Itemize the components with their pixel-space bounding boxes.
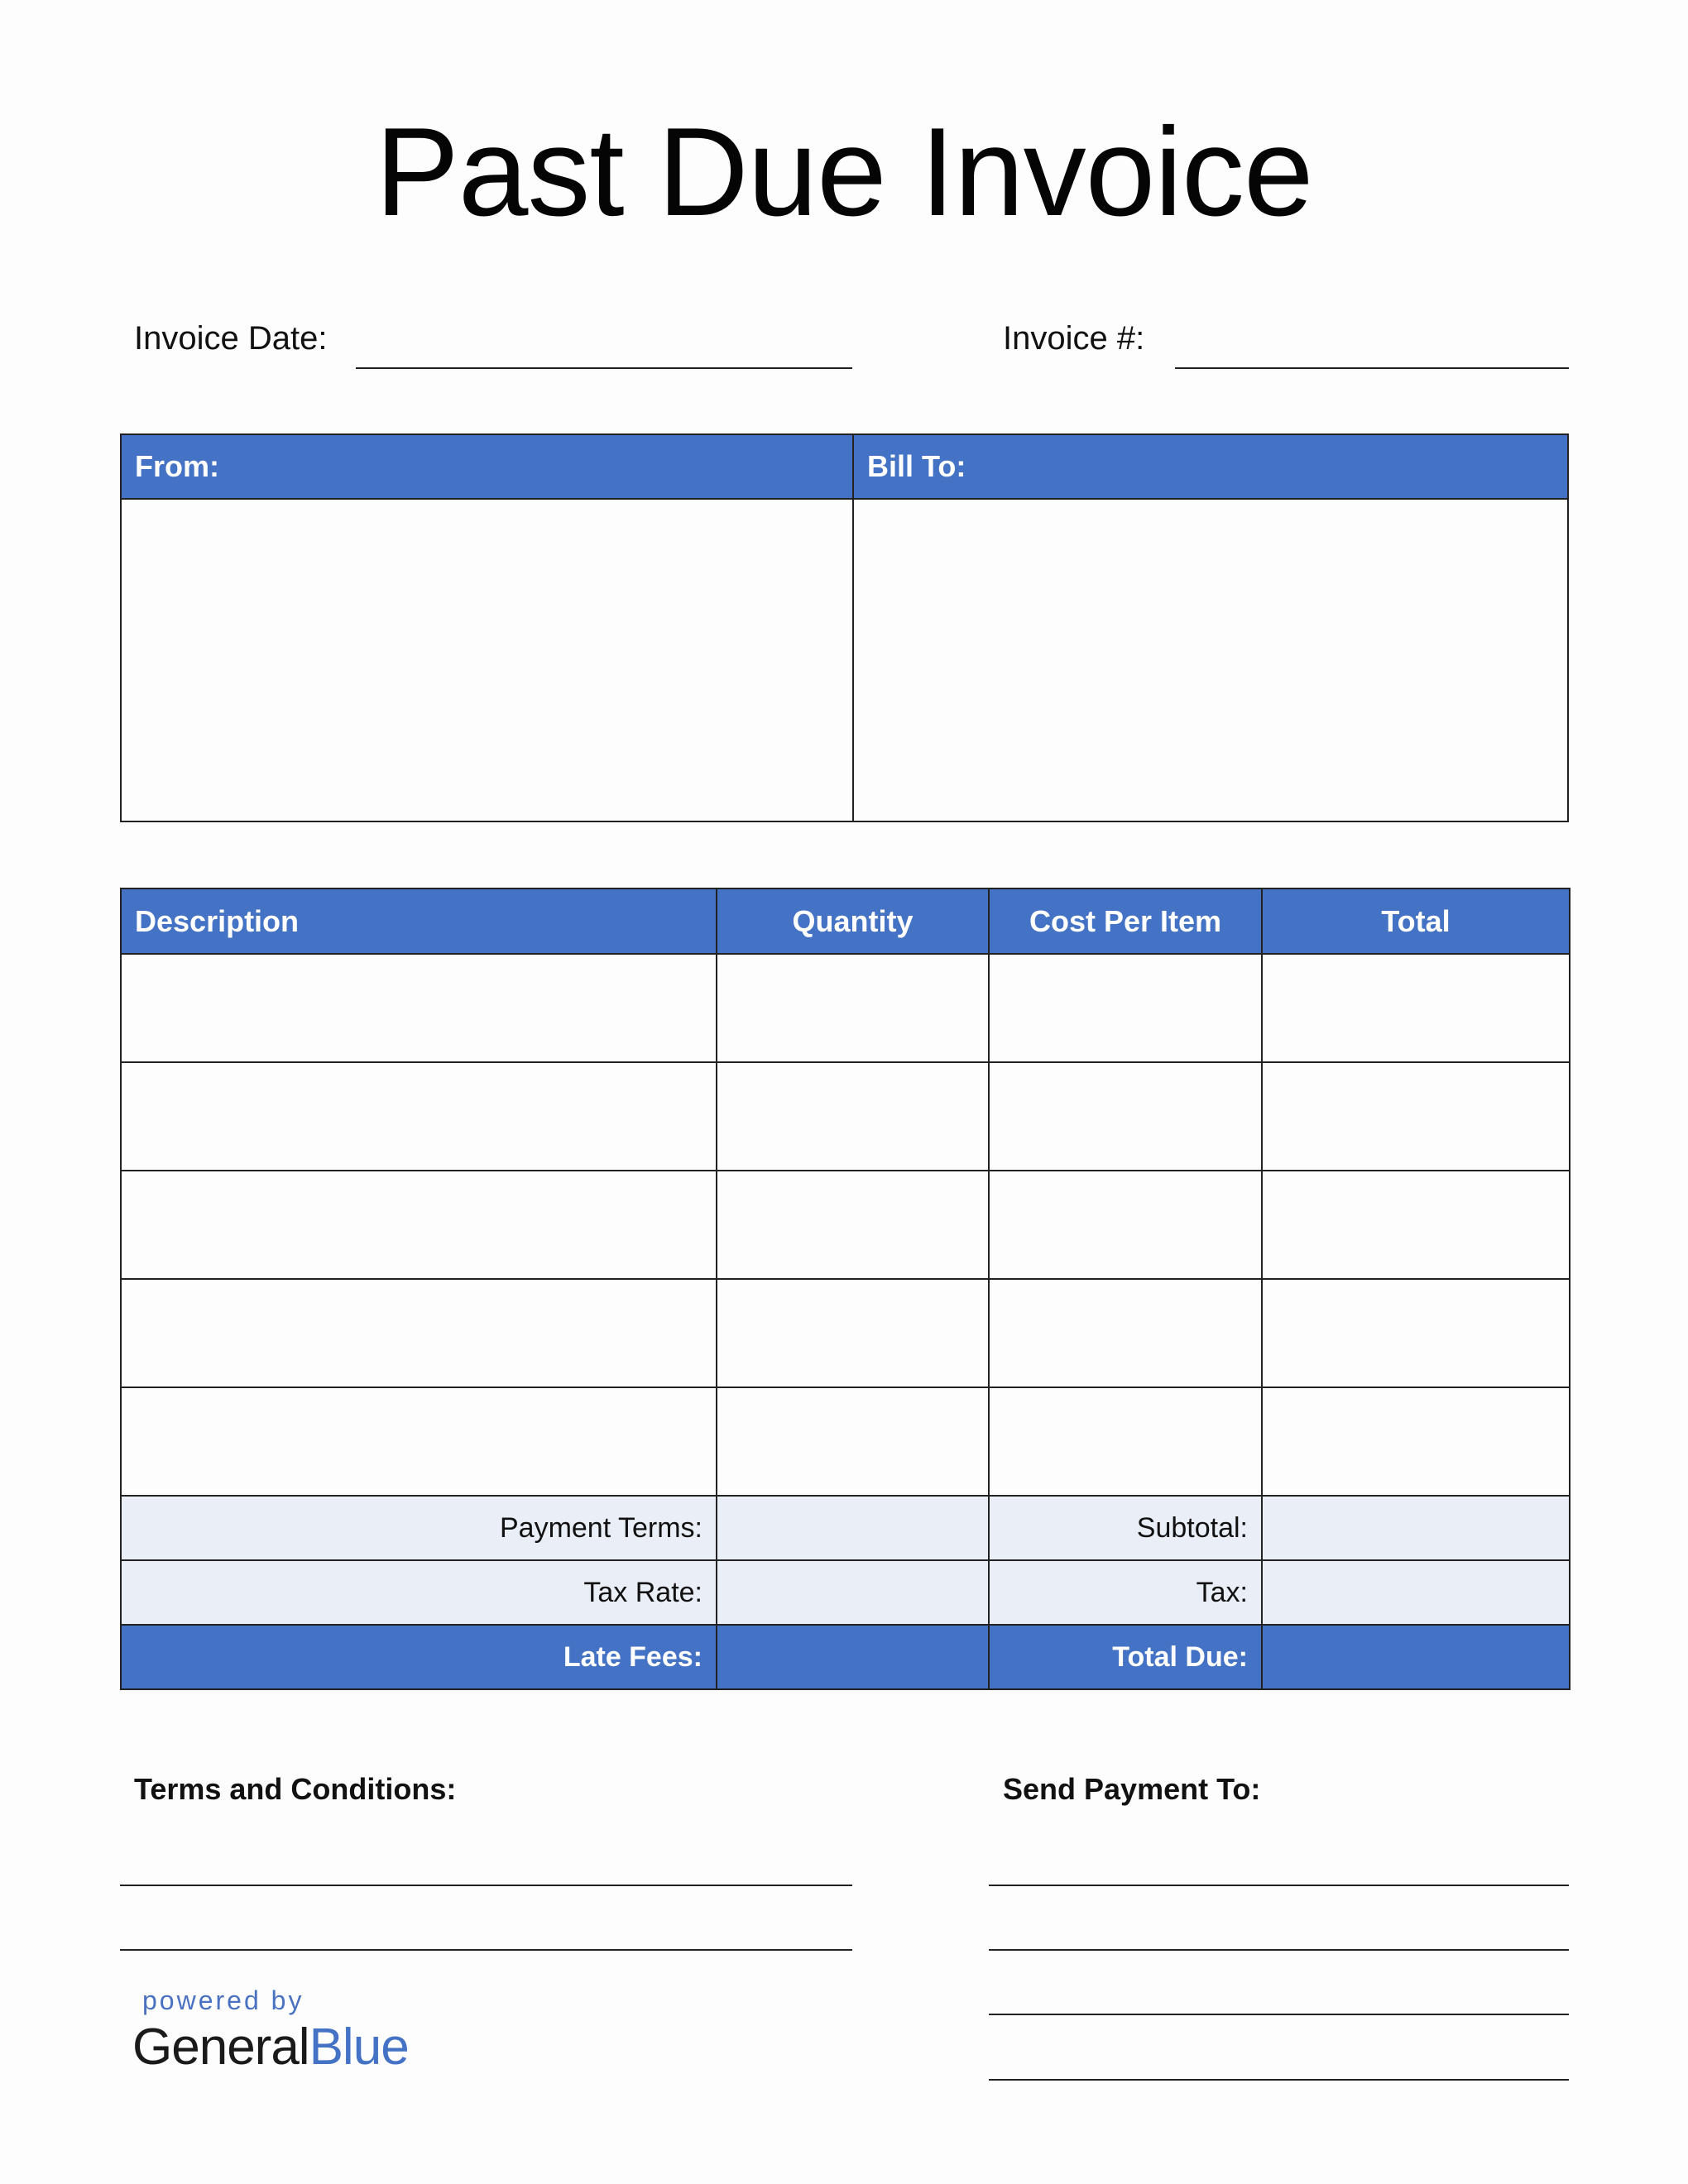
total-due-field[interactable] — [1262, 1625, 1570, 1689]
total-cell[interactable] — [1262, 1279, 1570, 1387]
terms-label: Terms and Conditions: — [134, 1772, 457, 1806]
invoice-date-label: Invoice Date: — [134, 320, 328, 357]
total-due-label: Total Due: — [989, 1625, 1262, 1689]
total-cell[interactable] — [1262, 1387, 1570, 1496]
page-title: Past Due Invoice — [375, 102, 1313, 242]
description-cell[interactable] — [121, 1279, 717, 1387]
tax-rate-field[interactable] — [717, 1560, 989, 1625]
quantity-cell[interactable] — [717, 1387, 989, 1496]
brand-part-general: General — [132, 2019, 309, 2076]
subtotal-field[interactable] — [1262, 1496, 1570, 1560]
description-cell[interactable] — [121, 1171, 717, 1279]
payment-terms-row — [121, 1496, 1570, 1560]
cost-per-item-cell[interactable] — [989, 1279, 1262, 1387]
tax-field[interactable] — [1262, 1560, 1570, 1625]
description-cell[interactable] — [121, 954, 717, 1062]
table-row — [121, 1062, 1570, 1171]
quantity-cell[interactable] — [717, 1062, 989, 1171]
cost-per-item-cell[interactable] — [989, 954, 1262, 1062]
send-payment-line[interactable] — [989, 2079, 1569, 2081]
late-fees-label: Late Fees: — [121, 1625, 717, 1689]
column-header-description: Description — [121, 888, 717, 954]
total-due-row — [121, 1625, 1570, 1689]
tax-rate-label: Tax Rate: — [121, 1560, 717, 1625]
column-header-total: Total — [1262, 888, 1570, 954]
table-row — [121, 1387, 1570, 1496]
column-header-cost-per-item: Cost Per Item — [989, 888, 1262, 954]
cost-per-item-cell[interactable] — [989, 1171, 1262, 1279]
send-payment-label: Send Payment To: — [1003, 1772, 1261, 1806]
payment-terms-field[interactable] — [717, 1496, 989, 1560]
total-cell[interactable] — [1262, 954, 1570, 1062]
description-cell[interactable] — [121, 1387, 717, 1496]
bill-to-field[interactable] — [854, 500, 1569, 822]
cost-per-item-cell[interactable] — [989, 1387, 1262, 1496]
quantity-cell[interactable] — [717, 1279, 989, 1387]
send-payment-line[interactable] — [989, 1949, 1569, 1951]
send-payment-line[interactable] — [989, 2014, 1569, 2015]
cost-per-item-cell[interactable] — [989, 1062, 1262, 1171]
send-payment-line[interactable] — [989, 1885, 1569, 1886]
description-cell[interactable] — [121, 1062, 717, 1171]
column-header-quantity: Quantity — [717, 888, 989, 954]
payment-terms-label: Payment Terms: — [121, 1496, 717, 1560]
table-row — [121, 954, 1570, 1062]
from-label: From: — [135, 449, 219, 483]
subtotal-label: Subtotal: — [989, 1496, 1262, 1560]
items-table — [120, 888, 1571, 1690]
address-box — [120, 433, 1569, 822]
invoice-date-field[interactable] — [356, 367, 852, 369]
terms-line[interactable] — [120, 1885, 852, 1886]
table-row — [121, 1279, 1570, 1387]
total-cell[interactable] — [1262, 1171, 1570, 1279]
from-field[interactable] — [122, 500, 852, 822]
late-fees-field[interactable] — [717, 1625, 989, 1689]
invoice-number-field[interactable] — [1175, 367, 1569, 369]
items-header-row — [121, 888, 1570, 954]
table-row — [121, 1171, 1570, 1279]
tax-row — [121, 1560, 1570, 1625]
address-header — [122, 435, 1567, 500]
brand-part-blue: Blue — [309, 2019, 409, 2076]
quantity-cell[interactable] — [717, 954, 989, 1062]
powered-by-text: powered by — [142, 1985, 305, 2015]
total-cell[interactable] — [1262, 1062, 1570, 1171]
terms-line[interactable] — [120, 1949, 852, 1951]
bill-to-label: Bill To: — [867, 449, 966, 483]
invoice-number-label: Invoice #: — [1003, 320, 1145, 357]
generalblue-logo — [132, 2019, 409, 2076]
quantity-cell[interactable] — [717, 1171, 989, 1279]
tax-label: Tax: — [989, 1560, 1262, 1625]
